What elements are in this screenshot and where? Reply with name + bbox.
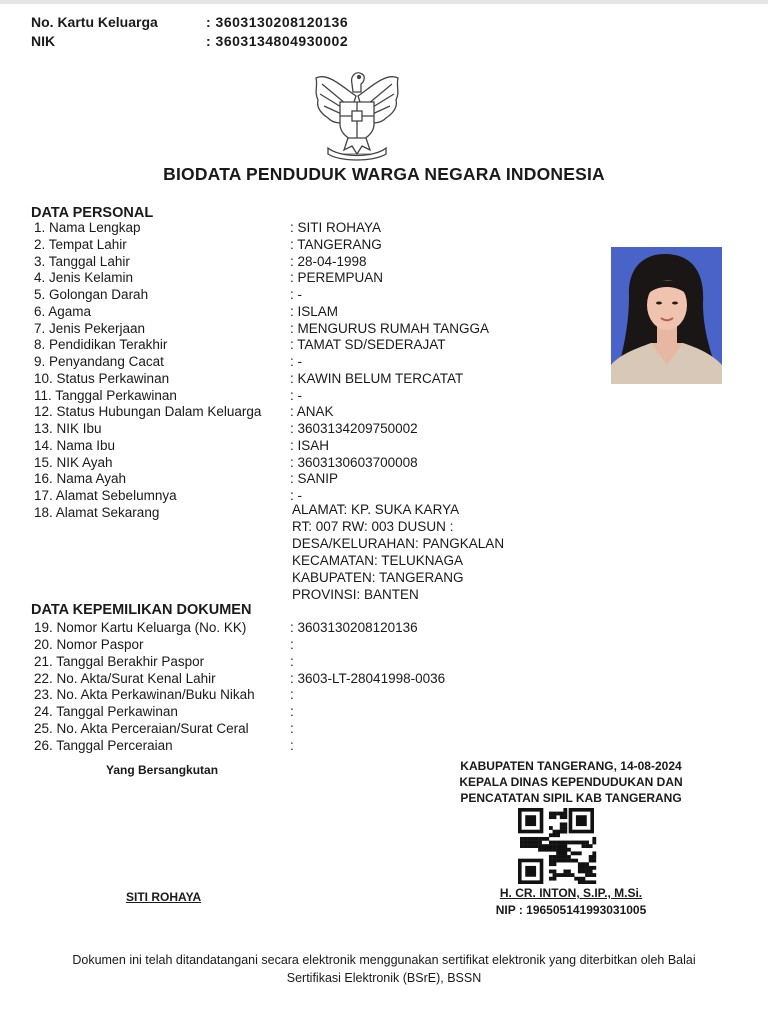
document-field-value: : 3603130208120136 [290,620,418,635]
top-divider [0,0,768,4]
documents-heading: DATA KEPEMILIKAN DOKUMEN [31,602,252,618]
personal-field-label: 16. Nama Ayah [34,471,127,487]
personal-field-label: 9. Penyandang Cacat [34,354,164,369]
personal-field-label: 11. Tanggal Perkawinan [34,387,177,403]
document-field-label: 22. No. Akta/Surat Kenal Lahir [34,670,216,686]
footer-note-line-1: Dokumen ini telah ditandatangani secara elektronik menggunakan sertifikat elektronik yang diterbitkan oleh Balai [72,953,696,967]
personal-field-label: 3. Tanggal Lahir [34,253,130,269]
address-line: PROVINSI: BANTEN [292,586,419,602]
document-field-value: : [290,721,294,737]
personal-field-value: : ISAH [290,437,330,453]
personal-field-value: : SANIP [290,471,339,487]
personal-field-label: 15. NIK Ayah [34,454,113,470]
official-name: H. CR. INTON, S.IP., M.Si. [499,886,643,900]
personal-field-value: : - [290,354,302,369]
personal-field-value: : - [290,488,302,503]
address-line: ALAMAT: KP. SUKA KARYA [292,502,460,517]
document-field-label: 26. Tanggal Perceraian [34,737,173,753]
document-field-label: 20. Nomor Paspor [34,636,144,652]
profile-photo [611,247,722,384]
garuda-emblem-icon [306,66,408,162]
personal-field-value: : 3603130603700008 [290,454,418,470]
personal-field-value: : TANGERANG [290,236,382,252]
place-date: KABUPATEN TANGERANG, 14-08-2024 [460,759,682,773]
personal-field-label: 13. NIK Ibu [34,421,102,436]
document-field-value: : 3603-LT-28041998-0036 [290,670,446,686]
personal-field-label: 5. Golongan Darah [34,287,149,302]
personal-field-value: : 3603134209750002 [290,421,418,436]
office-line-1: KEPALA DINAS KEPENDUDUKAN DAN [459,775,683,789]
personal-field-value: : PEREMPUAN [290,270,384,286]
address-line: KABUPATEN: TANGERANG [292,569,464,585]
personal-field-value: : KAWIN BELUM TERCATAT [290,370,464,386]
qr-code-icon [518,808,598,884]
document-field-value: : [290,737,294,753]
document-field-value: : [290,636,294,652]
document-field-label: 23. No. Akta Perkawinan/Buku Nikah [34,687,255,703]
personal-field-value: : MENGURUS RUMAH TANGGA [290,320,490,336]
nik-value: : 3603134804930002 [206,33,349,49]
address-line: KECAMATAN: TELUKNAGA [292,552,464,568]
personal-field-value: : ISLAM [290,303,339,319]
document-field-label: 19. Nomor Kartu Keluarga (No. KK) [34,620,247,635]
personal-field-value: : - [290,387,302,403]
office-line-2: PENCATATAN SIPIL KAB TANGERANG [460,791,682,805]
personal-field-label: 8. Pendidikan Terakhir [34,337,168,353]
personal-field-value: : ANAK [290,404,334,420]
personal-field-label: 4. Jenis Kelamin [34,270,134,286]
personal-field-label: 14. Nama Ibu [34,437,116,453]
personal-field-label: 17. Alamat Sebelumnya [34,488,177,503]
document-title: BIODATA PENDUDUK WARGA NEGARA INDONESIA [163,164,605,184]
document-field-value: : [290,704,294,720]
address-line: RT: 007 RW: 003 DUSUN : [292,518,454,534]
kk-value: : 3603130208120136 [206,14,349,30]
personal-field-value: : - [290,287,302,302]
nik-label: NIK [31,33,56,49]
document-field-value: : [290,653,294,669]
personal-heading: DATA PERSONAL [31,205,154,221]
kk-label: No. Kartu Keluarga [31,14,158,30]
personal-field-value: : 28-04-1998 [290,253,367,269]
personal-field-label: 12. Status Hubungan Dalam Keluarga [34,404,262,420]
footer-note-line-2: Sertifikasi Elektronik (BSrE), BSSN [286,971,482,985]
personal-field-label: 7. Jenis Pekerjaan [34,320,146,336]
address-line: DESA/KELURAHAN: PANGKALAN [292,535,505,551]
personal-field-label: 6. Agama [34,303,92,319]
personal-field-label: 1. Nama Lengkap [34,220,141,235]
personal-field-label: 18. Alamat Sekarang [34,504,160,520]
personal-field-label: 10. Status Perkawinan [34,370,170,386]
document-field-value: : [290,687,294,703]
personal-field-value: : SITI ROHAYA [290,220,382,235]
signatory-label: Yang Bersangkutan [106,763,219,777]
personal-field-value: : TAMAT SD/SEDERAJAT [290,337,446,353]
official-nip: NIP : 196505141993031005 [495,903,647,917]
document-field-label: 21. Tanggal Berakhir Paspor [34,653,205,669]
document-field-label: 24. Tanggal Perkawinan [34,704,178,720]
signatory-name: SITI ROHAYA [126,890,202,904]
document-field-label: 25. No. Akta Perceraian/Surat Ceral [34,721,249,737]
personal-field-label: 2. Tempat Lahir [34,236,127,252]
